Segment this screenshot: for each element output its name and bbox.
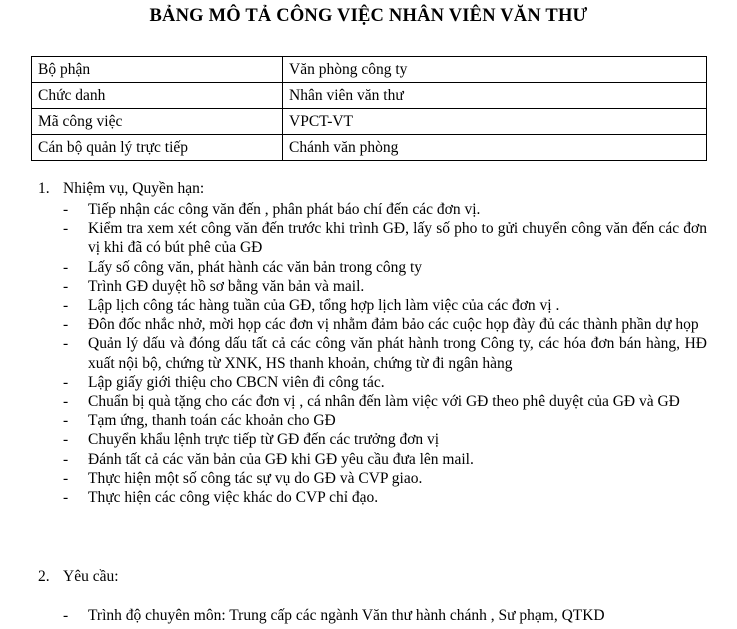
list-marker: - <box>63 201 69 218</box>
list-marker: - <box>63 393 69 411</box>
table-row <box>32 83 707 109</box>
table-cell-label: Mã công việc <box>32 109 283 135</box>
table-cell-label: Cán bộ quản lý trực tiếp <box>32 135 283 161</box>
list-marker: - <box>63 220 69 238</box>
list-item <box>0 373 707 392</box>
list-item <box>0 219 707 257</box>
list-marker: - <box>63 373 69 391</box>
list-item-text: Đánh tất cả các văn bản của GĐ khi GĐ yêu cầu đưa lên mail. <box>88 450 474 468</box>
list-item-text: Tiếp nhận các công văn đến , phân phát báo chí đến các đơn vị. <box>88 201 481 218</box>
list-marker: - <box>63 450 69 468</box>
list-item <box>0 430 707 449</box>
table-cell-value: Văn phòng công ty <box>283 57 707 83</box>
list-item <box>0 411 707 430</box>
list-marker: - <box>63 412 69 430</box>
list-item-text: Chuẩn bị quà tặng cho các đơn vị , cá nhân đến làm việc với GĐ theo phê duyệt của GĐ và GĐ <box>88 393 680 411</box>
list-marker: - <box>63 258 69 276</box>
list-item <box>0 296 707 315</box>
section-heading-duties <box>38 180 204 198</box>
list-item-text: Thực hiện các công việc khác do CVP chỉ đạo. <box>88 489 379 507</box>
list-marker: - <box>63 607 69 624</box>
list-item <box>0 469 707 488</box>
list-marker: - <box>63 297 69 315</box>
section-number: 2. <box>38 568 50 585</box>
list-item <box>0 315 707 334</box>
table-cell-label: Chức danh <box>32 83 283 109</box>
table-row <box>32 57 707 83</box>
list-item-text: Lập giấy giới thiệu cho CBCN viên đi công tác. <box>88 373 385 391</box>
list-item <box>0 450 707 469</box>
list-marker: - <box>63 316 69 334</box>
list-marker: - <box>63 277 69 295</box>
section-heading-requirements <box>38 568 119 586</box>
table-cell-label: Bộ phận <box>32 57 283 83</box>
list-marker: - <box>63 469 69 487</box>
section-number: 1. <box>38 180 50 197</box>
section-heading-text: Yêu cầu: <box>63 568 119 585</box>
section-heading-text: Nhiệm vụ, Quyền hạn: <box>63 180 205 197</box>
list-item <box>0 488 707 507</box>
requirements-list <box>0 606 707 625</box>
list-item-text: Lấy số công văn, phát hành các văn bản trong công ty <box>88 258 423 276</box>
list-marker: - <box>63 431 69 449</box>
duties-list <box>0 200 707 507</box>
list-item-text: Tạm ứng, thanh toán các khoản cho GĐ <box>88 412 336 430</box>
list-item <box>0 392 707 411</box>
list-item <box>0 258 707 277</box>
list-item <box>0 200 707 219</box>
list-item <box>0 334 707 372</box>
list-marker: - <box>63 489 69 507</box>
page-title: BẢNG MÔ TẢ CÔNG VIỆC NHÂN VIÊN VĂN THƯ <box>149 6 588 26</box>
table-row <box>32 135 707 161</box>
list-item-text: Trình GĐ duyệt hồ sơ bằng văn bản và mail. <box>88 277 365 295</box>
list-item-text: Đôn đốc nhắc nhở, mời họp các đơn vị nhằm đảm bảo các cuộc họp đày đủ các thành phần dự họp <box>88 316 699 334</box>
list-item <box>0 606 707 625</box>
job-info-table <box>31 56 707 161</box>
list-item-text: Quản lý dấu và đóng dấu tất cả các công văn phát hành trong Công ty, các hóa đơn bán hàng, HĐ xuất nội bộ, chứng từ XNK, HS thanh khoản, chứng từ đi ngân hàng <box>88 335 707 372</box>
table-cell-value: VPCT-VT <box>283 109 707 135</box>
table-row <box>32 109 707 135</box>
list-item-text: Chuyển khẩu lệnh trực tiếp từ GĐ đến các trưởng đơn vị <box>88 431 440 449</box>
list-item-text: Lập lịch công tác hàng tuần của GĐ, tổng hợp lịch làm việc của các đơn vị . <box>88 297 560 315</box>
list-item-text: Kiểm tra xem xét công văn đến trước khi trình GĐ, lấy số pho to gửi chuyển công văn đến các đơn vị khi đã có bút phê của GĐ <box>88 220 707 257</box>
list-marker: - <box>63 335 69 353</box>
list-item-text: Trình độ chuyên môn: Trung cấp các ngành Văn thư hành chánh , Sư phạm, QTKD <box>88 607 605 624</box>
list-item <box>0 277 707 296</box>
table-cell-value: Nhân viên văn thư <box>283 83 707 109</box>
table-cell-value: Chánh văn phòng <box>283 135 707 161</box>
list-item-text: Thực hiện một số công tác sự vụ do GĐ và CVP giao. <box>88 469 423 487</box>
